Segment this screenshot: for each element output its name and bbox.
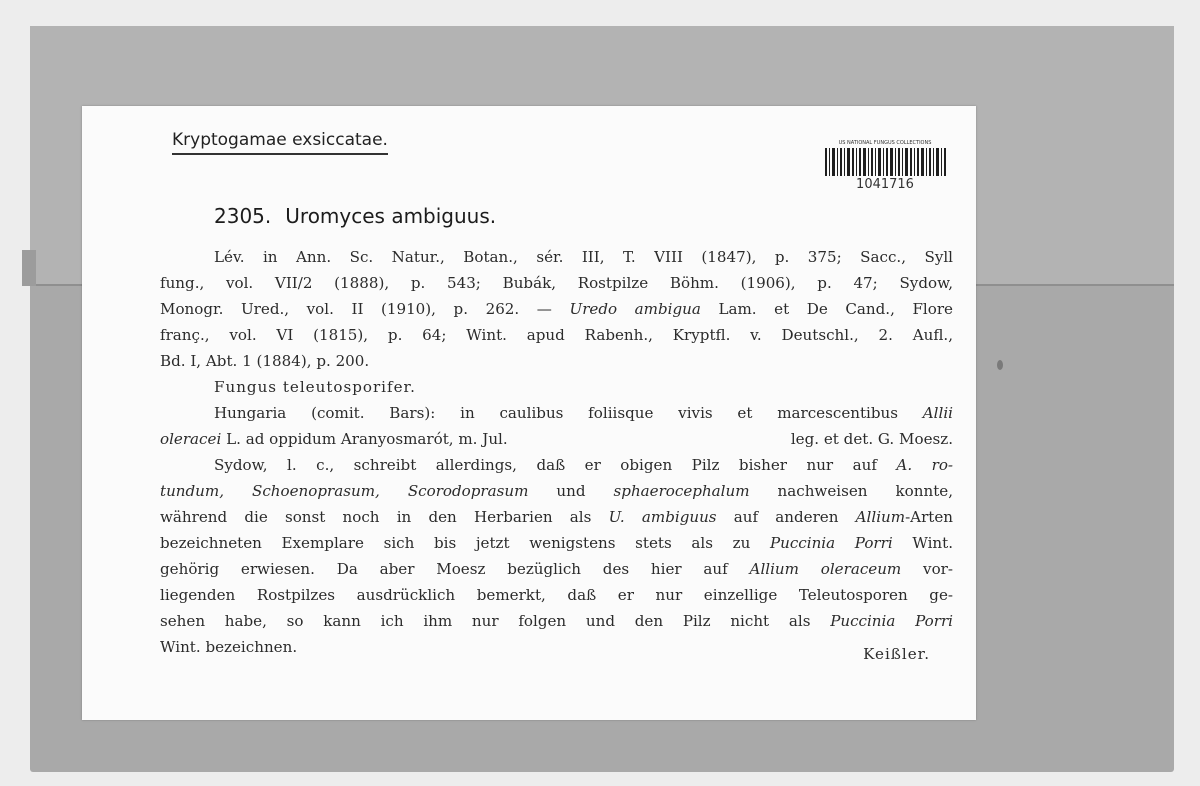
spore-stage: Fungus teleutosporifer. <box>214 378 416 396</box>
note-line: während die sonst noch in den Herbarien als U. ambiguus auf anderen Allium-Arten <box>160 508 953 526</box>
barcode-icon <box>823 147 947 177</box>
barcode-label <box>816 140 954 192</box>
note-line: liegenden Rostpilzes ausdrücklich bemerkt, daß er nur einzellige Teleutosporen ge- <box>160 586 953 604</box>
locality-block <box>160 400 953 452</box>
note-line: tundum, Schoenoprasum, Scorodoprasum und sphaerocephalum nachweisen konnte, <box>160 482 953 500</box>
citation-line: Bd. I, Abt. 1 (1884), p. 200. <box>160 352 370 370</box>
note-line: sehen habe, so kann ich ihm nur folgen und den Pilz nicht als Puccinia Porri <box>160 612 953 630</box>
citation-line: Monogr. Ured., vol. II (1910), p. 262. — Uredo ambigua Lam. et De Cand., Flore <box>160 300 953 318</box>
entry-number: 2305. <box>214 204 272 228</box>
series-title: Kryptogamae exsiccatae. <box>172 130 388 155</box>
citation-line: franç., vol. VI (1815), p. 64; Wint. apud Rabenh., Kryptfl. v. Deutschl., 2. Aufl., <box>160 326 953 344</box>
exsiccata-label <box>82 106 976 720</box>
note-line: gehörig erwiesen. Da aber Moesz bezüglich des hier auf Allium oleraceum vor- <box>160 560 953 578</box>
locality-line: Hungaria (comit. Bars): in caulibus foliisque vivis et marcescentibus Allii <box>214 404 953 422</box>
entry-heading <box>214 204 496 228</box>
note-line: Wint. bezeichnen. <box>160 638 298 656</box>
locality-line: oleracei L. ad oppidum Aranyosmarót, m. Jul. leg. et det. G. Moesz. <box>160 426 953 452</box>
paper-speck <box>997 360 1003 370</box>
literature-citations <box>160 244 953 374</box>
taxon-name: Uromyces ambiguus. <box>285 204 497 228</box>
signature: Keißler. <box>863 645 930 663</box>
collector: leg. et det. G. Moesz. <box>790 430 953 448</box>
citation-line: Lév. in Ann. Sc. Natur., Botan., sér. III, T. VIII (1847), p. 375; Sacc., Syll <box>214 248 953 266</box>
note-block <box>160 452 953 660</box>
barcode-caption: US NATIONAL FUNGUS COLLECTIONS <box>838 140 932 146</box>
catalog-number: 1041716 <box>856 177 914 192</box>
label-body <box>160 244 953 660</box>
synonym-name: Uredo ambigua <box>569 300 701 318</box>
packet-flap-edge <box>22 250 36 286</box>
note-line: bezeichneten Exemplare sich bis jetzt wenigstens stets als zu Puccinia Porri Wint. <box>160 534 953 552</box>
note-line: Sydow, l. c., schreibt allerdings, daß er obigen Pilz bisher nur auf A. ro- <box>214 456 954 474</box>
citation-line: fung., vol. VII/2 (1888), p. 543; Bubák, Rostpilze Böhm. (1906), p. 47; Sydow, <box>160 274 953 292</box>
